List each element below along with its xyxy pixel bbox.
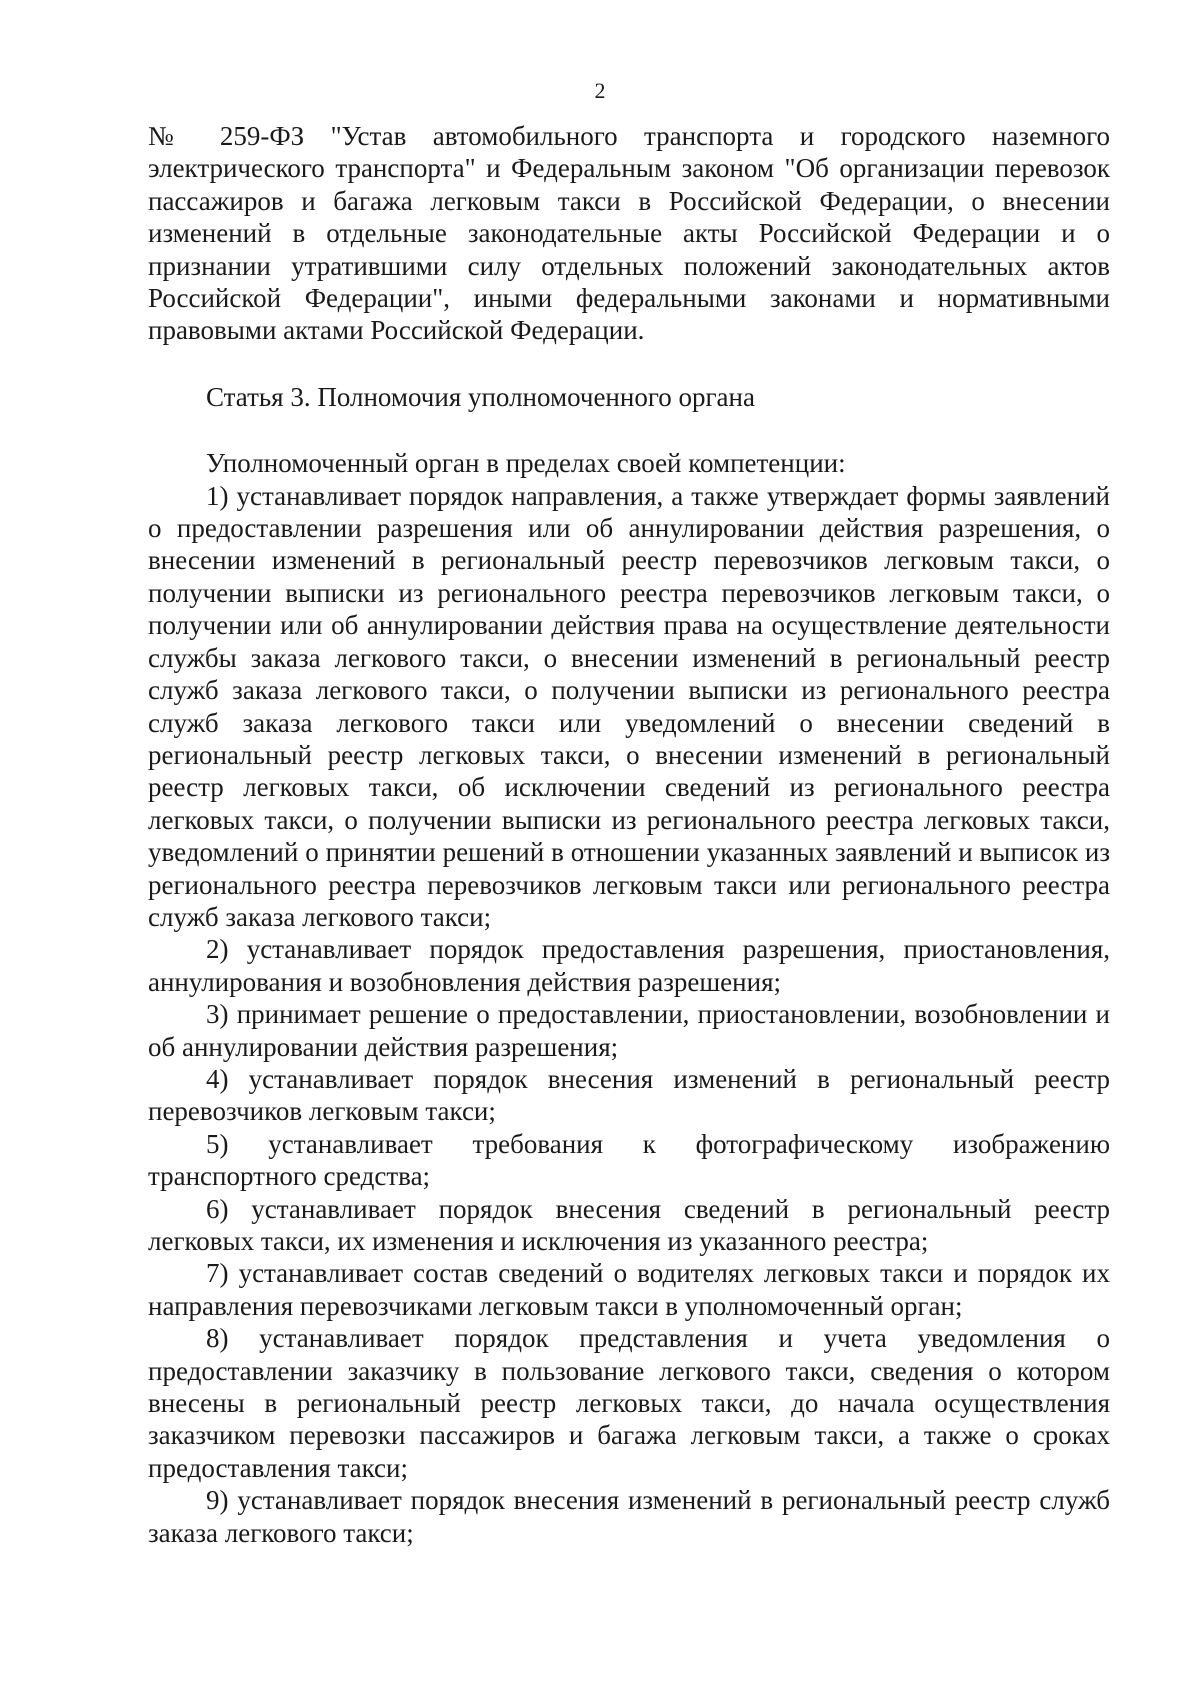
list-item: 7) устанавливает состав сведений о водителях легковых такси и порядок их направления перевозчиками легковым такси в уполномоченный орган; bbox=[148, 1258, 1110, 1321]
page-number: 2 bbox=[594, 78, 606, 103]
document-body bbox=[148, 120, 1110, 1549]
list-item: 4) устанавливает порядок внесения изменений в региональный реестр перевозчиков легковым такси; bbox=[148, 1063, 1110, 1127]
lead-paragraph: № 259-ФЗ "Устав автомобильного транспорта и городского наземного электрического транспорта" и Федеральным законом "Об организации перевозок пассажиров и багажа легковым такси в Российской Федерации, о внесении изменений в отдельные законодательные акты Российской Федерации и о признании утратившими силу отдельных положений законодательных актов Российской Федерации", иными федеральными законами и нормативными правовыми актами Российской Федерации. bbox=[148, 121, 1110, 346]
list-item: 2) устанавливает порядок предоставления разрешения, приостановления, аннулирования и возобновления действия разрешения; bbox=[148, 934, 1110, 997]
list-item: 6) устанавливает порядок внесения сведений в региональный реестр легковых такси, их изменения и исключения из указанного реестра; bbox=[148, 1193, 1110, 1256]
list-item: 9) устанавливает порядок внесения изменений в региональный реестр служб заказа легкового такси; bbox=[148, 1485, 1110, 1548]
list-item: 1) устанавливает порядок направления, а также утверждает формы заявлений о предоставлении разрешения или об аннулировании действия разрешения, о внесении изменений в региональный реестр перевозчиков легковым такси, о получении выписки из регионального реестра перевозчиков легковым такси, о получении или об аннулировании действия права на осуществление деятельности службы заказа легкового такси, о внесении изменений в региональный реестр служб заказа легкового такси, о получении выписки из регионального реестра служб заказа легкового такси или уведомлений о внесении сведений в региональный реестр легковых такси, о внесении изменений в региональный реестр легковых такси, об исключении сведений из регионального реестра легковых такси, о получении выписки из регионального реестра легковых такси, уведомлений о принятии решений в отношении указанных заявлений и выписок из регионального реестра перевозчиков легковым такси или регионального реестра служб заказа легкового такси; bbox=[148, 480, 1110, 932]
list-item: 8) устанавливает порядок представления и учета уведомления о предоставлении заказчику в пользование легкового такси, сведения о котором внесены в региональный реестр легковых такси, до начала осуществления заказчиком перевозки пассажиров и багажа легковым такси, а также о сроках предоставления такси; bbox=[148, 1323, 1110, 1483]
list-item: 3) принимает решение о предоставлении, приостановлении, возобновлении и об аннулировании действия разрешения; bbox=[148, 999, 1110, 1062]
article-heading: Статья 3. Полномочия уполномоченного органа bbox=[206, 381, 755, 412]
intro-paragraph: Уполномоченный орган в пределах своей компетенции: bbox=[206, 448, 846, 479]
list-item: 5) устанавливает требования к фотографическому изображению транспортного средства; bbox=[148, 1128, 1110, 1192]
